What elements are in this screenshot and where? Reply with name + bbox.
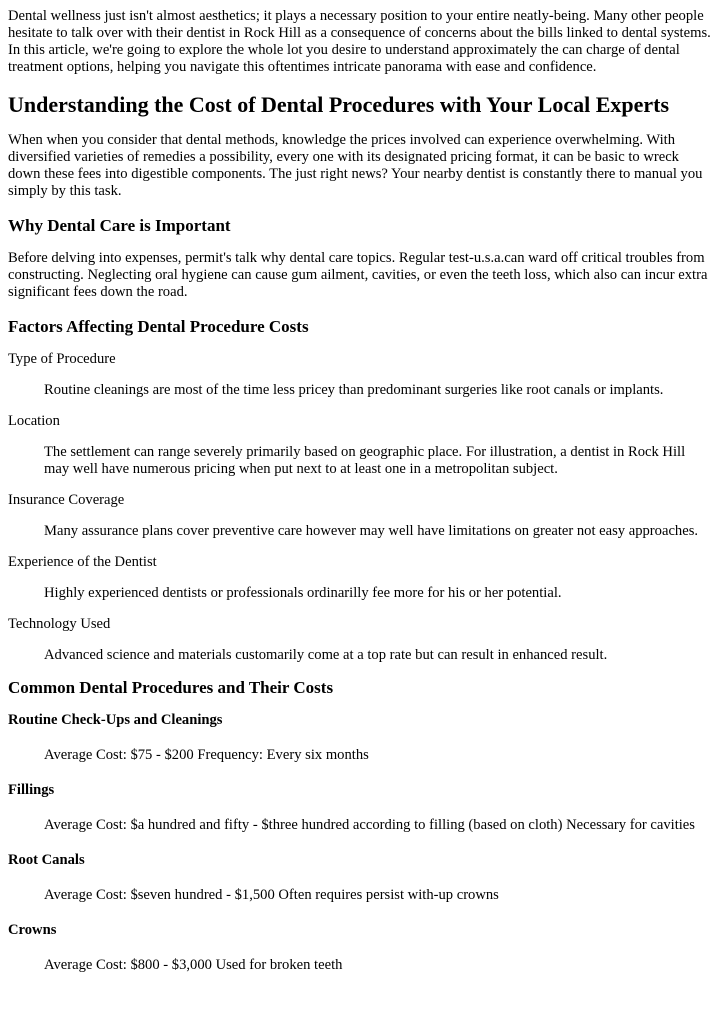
factor-description: Routine cleanings are most of the time less pricey than predominant surgeries like root canals or implants. — [44, 382, 664, 398]
common-procedures-heading: Common Dental Procedures and Their Costs — [8, 678, 334, 697]
procedure-detail: Average Cost: $seven hundred - $1,500 Often requires persist with-up crowns — [44, 887, 499, 903]
why-heading: Why Dental Care is Important — [8, 216, 231, 235]
procedure-name: Crowns — [8, 922, 57, 938]
factor-term: Experience of the Dentist — [8, 554, 157, 570]
procedure-name: Routine Check-Ups and Cleanings — [8, 712, 223, 728]
why-paragraph: Before delving into expenses, permit's talk why dental care topics. Regular test-u.s.a.can ward off critical troubles from constructing. Neglecting oral hygiene can cause gum ailment, cavities, or even the teeth loss, which also can incur extra significant fees down the road. — [8, 250, 708, 300]
factor-term: Location — [8, 413, 60, 429]
factor-description: Highly experienced dentists or professionals ordinarilly fee more for his or her potential. — [44, 585, 562, 601]
procedure-detail: Average Cost: $800 - $3,000 Used for broken teeth — [44, 957, 343, 973]
factor-description: Many assurance plans cover preventive care however may well have limitations on greater not easy approaches. — [44, 523, 699, 539]
factor-term: Insurance Coverage — [8, 492, 125, 508]
main-paragraph: When when you consider that dental methods, knowledge the prices involved can experience overwhelming. With diversified varieties of remedies a possibility, every one with its designated pricing format, it can be basic to wreck down these fees into digestible components. The just right news? Your nearby dentist is constantly there to manual you simply by this task. — [8, 132, 703, 199]
factors-heading: Factors Affecting Dental Procedure Costs — [8, 317, 309, 336]
factor-description: The settlement can range severely primarily based on geographic place. For illustration, a dentist in Rock Hill may well have numerous pricing when put next to at least one in a metropolitan subject. — [44, 444, 686, 477]
procedure-detail: Average Cost: $75 - $200 Frequency: Every six months — [44, 747, 369, 763]
intro-paragraph: Dental wellness just isn't almost aesthetics; it plays a necessary position to your entire neatly-being. Many other people hesitate to talk over with their dentist in Rock Hill as a consequence of concerns about the bills linked to dental systems. In this article, we're going to explore the whole lot you desire to understand approximately the can charge of dental treatment options, helping you navigate this oftentimes intricate panorama with ease and confidence. — [8, 8, 711, 75]
factors-list — [8, 351, 712, 664]
procedure-name: Fillings — [8, 782, 55, 798]
main-heading: Understanding the Cost of Dental Procedures with Your Local Experts — [8, 92, 670, 117]
factor-term: Type of Procedure — [8, 351, 116, 367]
factor-description: Advanced science and materials customarily come at a top rate but can result in enhanced result. — [44, 647, 608, 663]
procedure-detail: Average Cost: $a hundred and fifty - $three hundred according to filling (based on cloth) Necessary for cavities — [44, 817, 695, 833]
procedure-name: Root Canals — [8, 852, 85, 868]
factor-term: Technology Used — [8, 616, 111, 632]
